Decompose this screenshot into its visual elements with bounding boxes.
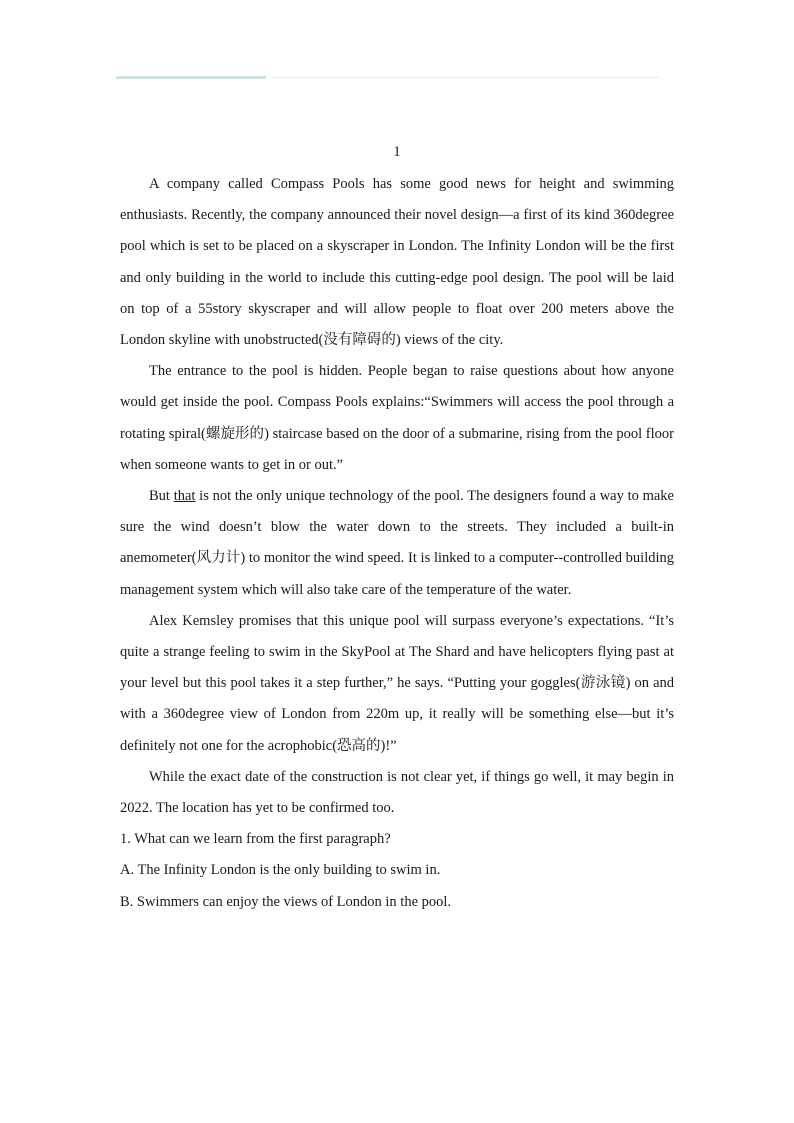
paragraph-4: Alex Kemsley promises that this unique pool will surpass everyone’s expectations. “It’s quite a strange feeling to swim in the SkyPool at The Shard and have helicopters flying past at your level but this pool takes it a step further,” he says. “Putting your goggles(游泳镜) on and with a 360degree view of London from 220m up, it really will be something else—but it’s definitely not one for the acrophobic(恐高的)!” [120, 612, 674, 754]
paragraph-3-lead: But [149, 488, 174, 505]
paragraph-2: The entrance to the pool is hidden. People began to raise questions about how anyone would get inside the pool. Compass Pools explains:“Swimmers will access the pool through a rotating spiral(螺旋形的) staircase based on the door of a submarine, rising from the pool floor when someone wants to get in or out.” [120, 363, 674, 473]
underlined-word-that: that [173, 488, 196, 505]
header-rule [116, 76, 660, 79]
document-body [120, 169, 674, 918]
option-b: B. Swimmers can enjoy the views of London in the pool. [120, 893, 452, 910]
question-stem: 1. What can we learn from the first paragraph? [120, 831, 391, 848]
page-number: 1 [393, 144, 401, 160]
header-rule-accent [116, 76, 266, 79]
header-rule-line [272, 77, 660, 78]
paragraph-1: A company called Compass Pools has some good news for height and swimming enthusiasts. Recently, the company announced their novel design—a first of its kind 360degree pool which is set to be placed on a skyscraper in London. The Infinity London will be the first and only building in the world to include this cutting-edge pool design. The pool will be laid on top of a 55story skyscraper and will allow people to float over 200 meters above the London skyline with unobstructed(没有障碍的) views of the city. [120, 176, 674, 349]
paragraph-3-rest: is not the only unique technology of the pool. The designers found a way to make sure the wind doesn’t blow the water down to the streets. They included a built-in anemometer(风力计) to monitor the wind speed. It is linked to a computer--controlled building management system which will also take care of the temperature of the water. [120, 488, 674, 598]
option-a: A. The Infinity London is the only building to swim in. [120, 862, 441, 879]
paragraph-3 [120, 481, 674, 606]
paragraph-5: While the exact date of the construction is not clear yet, if things go well, it may begin in 2022. The location has yet to be confirmed too. [120, 768, 674, 817]
